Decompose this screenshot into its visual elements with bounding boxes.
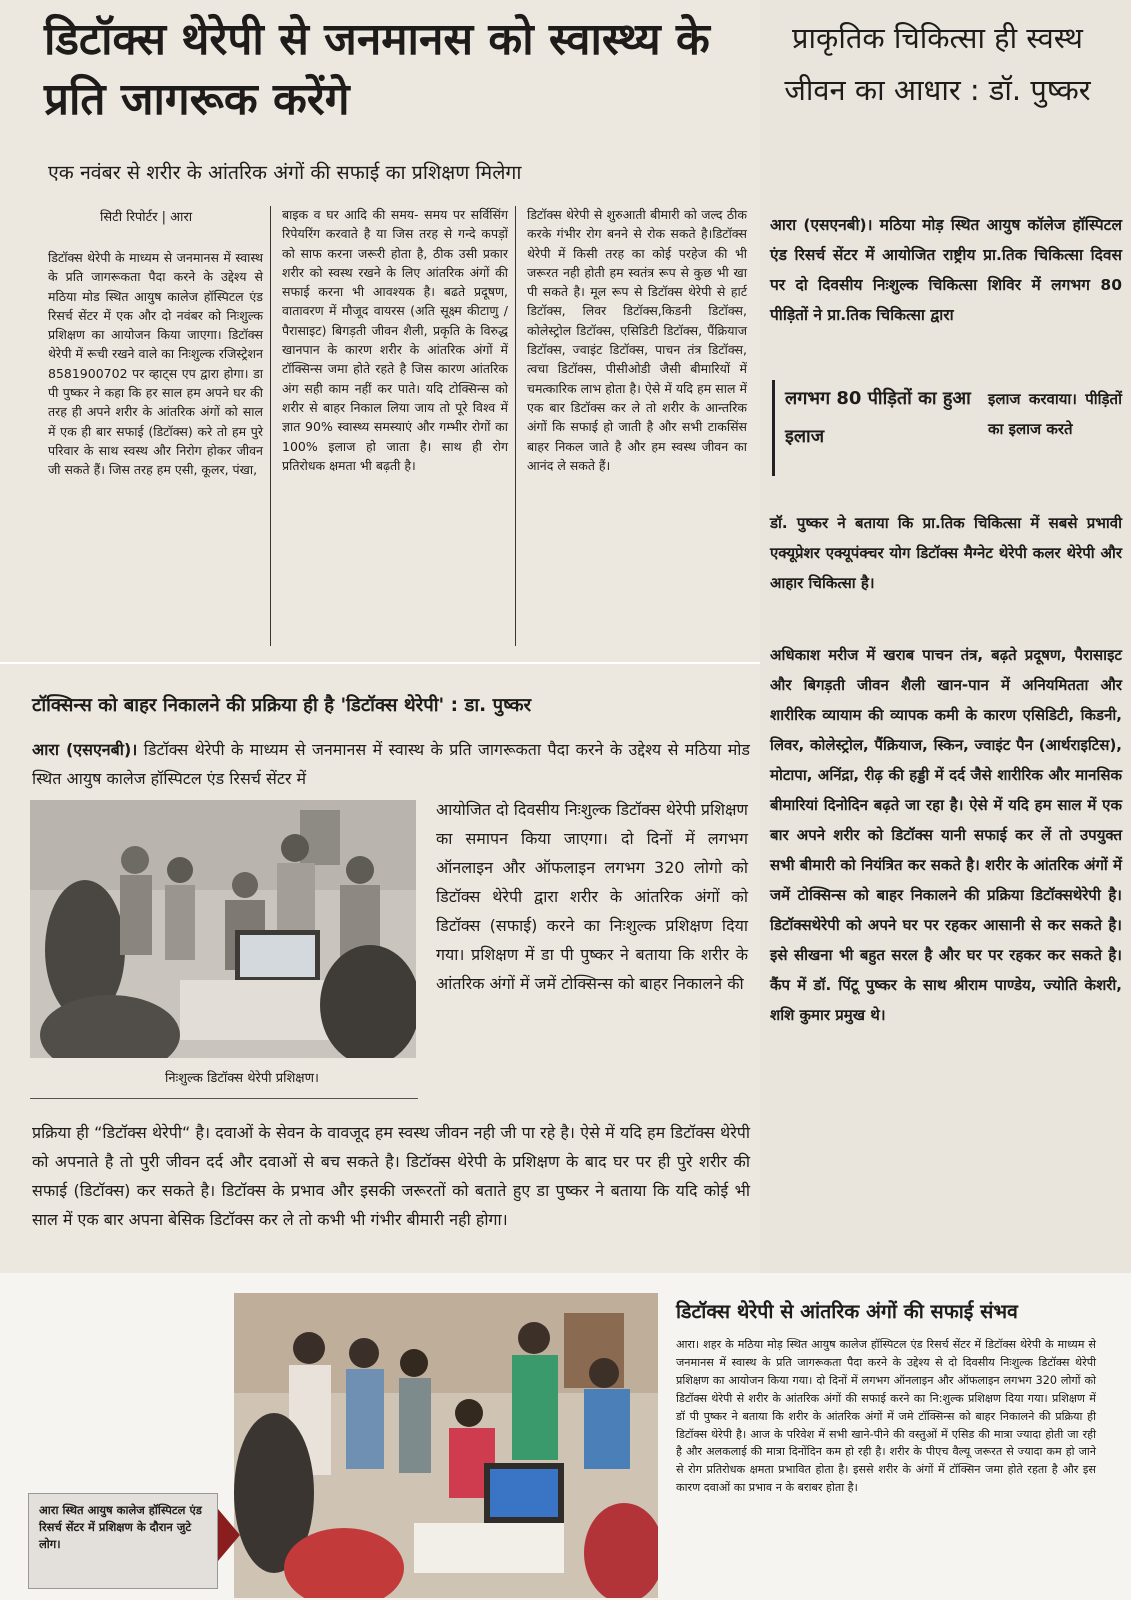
dateline: आरा (एसएनबी)।	[32, 740, 138, 759]
news-clipping-bottom	[0, 1273, 1131, 1600]
training-group-photo	[234, 1293, 658, 1598]
headline-detox-awareness: डिटॉक्स थेरेपी से जनमानस को स्वास्थ्य के प्रति जागरूक करेंगे	[44, 14, 710, 125]
dateline: आरा (एसएनबी)।	[770, 216, 873, 234]
article-body-paragraph-1: डॉ. पुष्कर ने बताया कि प्रा.तिक चिकित्सा में सबसे प्रभावी एक्यूप्रेशर एक्यूपंक्चर योग डिटॉक्स मैग्नेट थेरेपी कलर थेरेपी और आहार चिकित्सा है।	[770, 514, 1122, 592]
headline-toxins-process: टॉक्सिन्स को बाहर निकालने की प्रक्रिया ही है 'डिटॉक्स थेरेपी' : डा. पुष्कर	[32, 695, 532, 716]
training-session-photo	[30, 800, 416, 1058]
headline-naturopathy: प्राकृतिक चिकित्सा ही स्वस्थ जीवन का आधार : डॉ. पुष्कर	[784, 21, 1091, 107]
headline-internal-cleansing: डिटॉक्स थेरेपी से आंतरिक अंगों की सफाई संभव	[676, 1300, 1018, 1323]
article-body: आरा। शहर के मठिया मोड़ स्थित आयुष कालेज हॉस्पिटल एंड रिसर्च सेंटर में डिटॉक्स थेरेपी के माध्यम से जनमानस में स्वास्थ के प्रति जागरूकता पैदा करने के उद्देश्य से दो दिवसीय निःशुल्क डिटॉक्स थेरेपी प्रशिक्षण का आयोजन किया गया। दो दिनों में लगभग ऑनलाइन और ऑफलाइन लगभग 320 लोगों को डिटॉक्स थेरेपी से शरीर के आंतरिक अंगों की सफाई करने का नि:शुल्क प्रशिक्षण दिया गया। प्रशिक्षण में डॉ पी पुष्कर ने बताया कि शरीर के आंतरिक अंगों में जमे टॉक्सिन्स को बाहर निकालने की प्रक्रिया ही डिटॉक्स थेरेपी है। आज के परिवेश में सभी खाने-पीने की वस्तुओं में एसिड की मात्रा ज्यादा होती जा रही है और अलकलाई की मात्रा दिनोंदिन कम हो रही है। शरीर के पीएच वैल्यू जरूरत से ज्यादा कम हो जाने से रोग प्रतिरोधक क्षमता प्रभावित होता है। इससे शरीर के अंगों में टॉक्सिन जमा होते रहता है और इस कारण दवाओं का प्रभाव न के बराबर होता है।	[676, 1338, 1096, 1495]
article-body-intro: डिटॉक्स थेरेपी के माध्यम से जनमानस में स्वास्थ के प्रति जागरूकता पैदा करने के उद्देश्य से मठिया मोड स्थित आयुष कालेज हॉस्पिटल एंड रिसर्च सेंटर में	[32, 740, 750, 788]
clip-separator	[0, 662, 760, 664]
photo-caption-box: आरा स्थित आयुष कालेज हॉस्पिटल एंड रिसर्च सेंटर में प्रशिक्षण के दौरान जुटे लोग।	[28, 1493, 218, 1589]
article-column-1: डिटॉक्स थेरेपी के माध्यम से जनमानस में स्वास्थ के प्रति जागरूकता पैदा करने के उद्देश्य से मठिया मोड स्थित आयुष कालेज हॉस्पिटल एंड रिसर्च सेंटर में एक और दो नवंबर को निःशुल्क प्रशिक्षण का आयोजन किया जाएगा। डिटॉक्स थेरेपी में रूची रखने वाले का निःशुल्क रजिस्ट्रेशन 8581900702 पर व्हाट्स एप द्वारा होगा। डा पी पुष्कर ने कहा कि हर साल हम अपने घर की तरह ही अपने शरीर के आंतरिक अंगों को साल में एक ही बार सफाई (डिटॉक्स) करे तो हम पुरे परिवार के साथ स्वस्थ और निरोग होकर जीवन जी सकते हैं। जिस तरह हम एसी, कूलर, पंखा,	[48, 250, 263, 478]
caption-arrow-icon	[218, 1509, 240, 1561]
article-lead	[770, 210, 1122, 330]
byline: सिटी रिपोर्टर | आरा	[100, 210, 193, 225]
column-divider	[515, 206, 516, 646]
article-body-continued: प्रक्रिया ही “डिटॉक्स थेरेपी“ है। दवाओं के सेवन के वावजूद हम स्वस्थ जीवन नही जी पा रहे है। ऐसे में यदि हम डिटॉक्स थेरेपी को अपनाते है तो पुरी जीवन दर्द और दवाओं से बच सकते है। डिटॉक्स थेरेपी के प्रशिक्षण के बाद घर पर ही पुरे शरीर की सफाई (डिटॉक्स) कर सकते है। डिटॉक्स के प्रभाव और इसकी जरूरतों को बताते हुए डा पुष्कर ने बताया कि यदि कोई भी साल में एक बार अपना बेसिक डिटॉक्स कर ले तो कभी भी गंभीर बीमारी नही होगा।	[32, 1123, 750, 1229]
subheadline-training: एक नवंबर से शरीर के आंतरिक अंगों की सफाई का प्रशिक्षण मिलेगा	[48, 161, 522, 184]
article-body-paragraph-2: अधिकाश मरीज में खराब पाचन तंत्र, बढ़ते प्रदूषण, पैरासाइट और बिगड़ती जीवन शैली खान-पान में अनियमितता और शारीरिक व्यायाम की व्यापक कमी के कारण एसिडिटी, किडनी, लिवर, कोलेस्ट्रोल, पैंक्रियाज, स्किन, ज्वाइंट पैन (आर्थराइटिस), मोटापा, अनिंद्रा, रीढ़ की हड्डी में दर्द जैसे शारीरिक और मानसिक बीमारियां दिनोदिन बढ़ते जा रहा है। ऐसे में यदि हम साल में एक बार अपने शरीर को डिटॉक्स यानी सफाई कर लें तो उपयुक्त सभी बीमारी को नियंत्रित कर सकते है। शरीर के आंतरिक अंगों में जमें टोक्सिन्स को बाहर निकालने की प्रक्रिया डिटॉक्सथेरेपी है। डिटॉक्सथेरेपी को अपने घर पर रहकर आसानी से कर सकते है। इसे सीखना भी बहुत सरल है और घर पर रहकर कर सकते है। कैंप में डॉ. पिंटू पुष्कर के साथ श्रीराम पाण्डेय, ज्योति केशरी, शशि कुमार प्रमुख थे।	[770, 646, 1122, 1024]
news-clipping-naturopathy	[760, 0, 1131, 1273]
photo-caption: निःशुल्क डिटॉक्स थेरेपी प्रशिक्षण।	[165, 1071, 319, 1086]
article-column-2: बाइक व घर आदि की समय- समय पर सर्विसिंग रिपेयरिंग करवाते है या जिस तरह से गन्दे कपड़ों को साफ करना जरूरी होता है, ठीक उसी प्रकार शरीर को स्वस्थ रखने के लिए आंतरिक अंगों की सफाई करना भी आवश्यक है। बढते प्रदूषण, वातावरण में मौजूद वायरस (अति सूक्ष्म कीटाणु / पैरासाइट) बिगड़ती जीवन शैली, प्रकृति के विरुद्ध खानपान के कारण शरीर के आंतरिक अंगों में टॉक्सिन्स जमा होते रहते है जिस कारण आंतरिक अंग सही काम नहीं कर पाते। यदि टोक्सिन्स को शरीर से बाहर निकाल लिया जाय तो पूरे विश्व में ज्ञात 90% स्वास्थ्य समस्याएं और गम्भीर रोगों का 100% इलाज हो जाता है। साथ ही रोग प्रतिरोधक क्षमता भी बढ़ती है।	[282, 207, 508, 473]
article-lead-text: मठिया मोड़ स्थित आयुष कॉलेज हॉस्पिटल एंड रिसर्च सेंटर में आयोजित राष्ट्रीय प्रा.तिक चिकित्सा दिवस पर दो दिवसीय निःशुल्क चिकित्सा शिविर में लगभग 80 पीड़ितों ने प्रा.तिक चिकित्सा द्वारा	[770, 216, 1122, 324]
caption-rule	[30, 1098, 418, 1099]
article-body-side: इलाज करवाया। पीड़ितों का इलाज करते	[988, 390, 1122, 438]
article-body-side: आयोजित दो दिवसीय निःशुल्क डिटॉक्स थेरेपी प्रशिक्षण का समापन किया जाएगा। दो दिनों में लगभग ऑनलाइन और ऑफलाइन लगभग 320 लोगो को डिटॉक्स थेरेपी द्वारा शरीर के आंतरिक अंगों को डिटॉक्स (सफाई) करने का निःशुल्क प्रशिक्षण दिया गया। प्रशिक्षण में डा पी पुष्कर ने बताया कि शरीर के आंतरिक अंगों में जमें टोक्सिन्स को बाहर निकालने की	[436, 800, 749, 993]
article-column-3: डिटॉक्स थेरेपी से शुरुआती बीमारी को जल्द ठीक करके गंभीर रोग बनने से रोक सकते है।डिटॉक्स थेरेपी में किसी तरह का कोई परहेज की भी जरूरत नही होती हम स्वतंत्र रूप से कुछ भी खा पी सकते है। मूल रूप से डिटॉक्स थेरेपी से हार्ट डिटॉक्स, लिवर डिटॉक्स,किडनी डिटॉक्स, कोलेस्ट्रोल डिटॉक्स, एसिडिटी डिटॉक्स, पैंक्रियाज डिटॉक्स, ज्वाइंट डिटॉक्स, पाचन तंत्र डिटॉक्स, त्वचा डिटॉक्स, पीसीओडी जैसी बीमारियों में चमत्कारिक लाभ होता है। ऐसे में यदि हम साल में एक बार डिटॉक्स कर ले तो शरीर के आन्तरिक अंगों कि सफाई हो जाती है और सभी टाकसिंस बाहर निकल जाते है और हम स्वस्थ जीवन का आनंद ले सकते हैं।	[527, 207, 747, 473]
column-divider	[270, 206, 271, 646]
pull-quote: लगभग 80 पीड़ितों का हुआ इलाज	[772, 380, 980, 476]
article-body-lead	[32, 735, 750, 793]
